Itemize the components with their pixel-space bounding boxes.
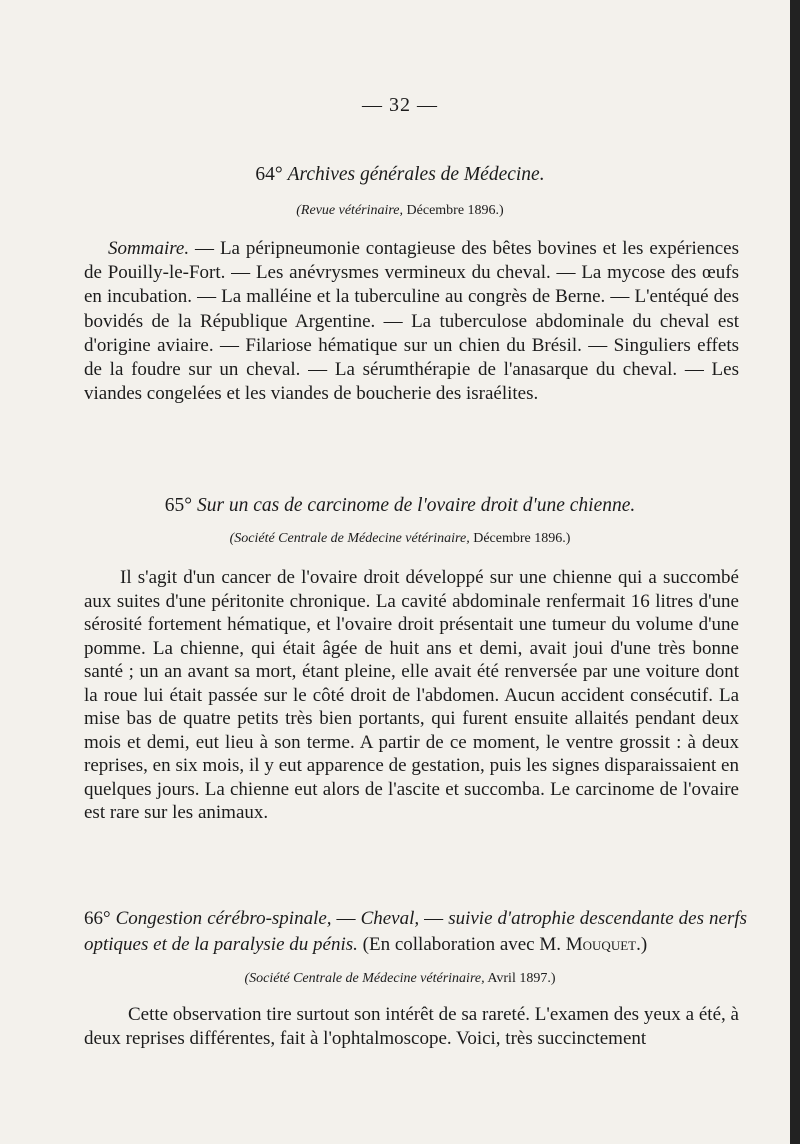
entry-64-heading — [0, 164, 800, 186]
entry-66-body: Cette observation tire surtout son intérêt de sa rareté. L'examen des yeux a été, à deux reprises différentes, fait à l'ophtalmoscope. Voici, très succinctement — [84, 1004, 739, 1049]
entry-64-summary — [84, 237, 739, 406]
entry-66-heading — [84, 906, 747, 958]
entry-66-source-date: Avril 1897.) — [487, 971, 556, 986]
entry-66-title-sep2: — — [419, 908, 449, 929]
entry-66-title-part2: Cheval, — [360, 908, 420, 929]
page-edge-shadow — [790, 0, 800, 1144]
entry-64-summary-text: — La péripneumonie contagieuse des bêtes bovines et les expériences de Pouilly-le-Fort. — Les anévrysmes vermineux du cheval. — La mycose des œufs en incubation. — La malléine et la tuberculine au congrès de Berne. — L'entéqué des bovidés de la République Argentine. — La tuberculose abdominale du cheval est d'origine aviaire. — Filariose hématique sur un chien du Brésil. — Singuliers effets de la foudre sur un cheval. — La sérumthérapie de l'anasarque du cheval. — Les viandes congelées et les viandes de boucherie des israélites. — [84, 238, 739, 405]
entry-64-summary-label: Sommaire. — [108, 238, 190, 259]
entry-66-title-part1: Congestion cérébro-spinale, — [115, 908, 332, 929]
entry-65-title: Sur un cas de carcinome de l'ovaire droit d'une chienne. — [196, 495, 636, 516]
entry-65-body: Il s'agit d'un cancer de l'ovaire droit développé sur une chienne qui a succombé aux suites d'une péritonite chronique. La cavité abdominale renfermait 16 litres d'une sérosité fortement hématique, et l'ovaire droit présentait une tumeur du volume d'une pomme. La chienne, qui était âgée de huit ans et demi, avait joui d'une très bonne santé ; un an avant sa mort, étant pleine, elle avait été renversée par une voiture dont la roue lui était passée sur le côté droit de l'abdomen. Aucun accident consécutif. La mise bas de quatre petits très bien portants, qui furent ensuite allaités pendant deux mois et demi, eut lieu à son terme. A partir de ce moment, le ventre grossit : à deux reprises, en six mois, il y eut apparence de gestation, puis les signes disparaissaient en quelques jours. La chienne eut alors de l'ascite et succomba. Le carcinome de l'ovaire est rare sur les animaux. — [84, 567, 739, 823]
entry-65-number: 65° — [164, 495, 193, 516]
entry-64-title: Archives générales de Médecine. — [287, 164, 545, 185]
entry-64-source-date: Décembre 1896.) — [406, 203, 504, 218]
entry-66-source-journal: (Société Centrale de Médecine vétérinaire, — [244, 971, 485, 986]
entry-66-collab-name: Mouquet — [565, 934, 637, 955]
entry-64-source-journal: (Revue vétérinaire, — [296, 203, 404, 218]
entry-66-title-sep1: — — [331, 908, 361, 929]
entry-66-collab-prefix: (En collaboration avec M. — [357, 934, 566, 955]
entry-65-source — [0, 531, 800, 547]
entry-66-number: 66° — [84, 908, 111, 929]
entry-65-source-date: Décembre 1896.) — [473, 531, 571, 546]
entry-66-title-part3: suivie d'atrophie descendante des nerfs optiques et de la paralysie du pénis. — [84, 908, 748, 955]
entry-64-source — [0, 203, 800, 219]
entry-66-collab-suffix: .) — [636, 934, 648, 955]
entry-66-source — [0, 971, 800, 987]
entry-65-heading — [0, 495, 800, 517]
entry-64-number: 64° — [255, 164, 283, 185]
entry-65-source-journal: (Société Centrale de Médecine vétérinaire, — [229, 531, 470, 546]
page-number: — 32 — — [362, 94, 438, 116]
